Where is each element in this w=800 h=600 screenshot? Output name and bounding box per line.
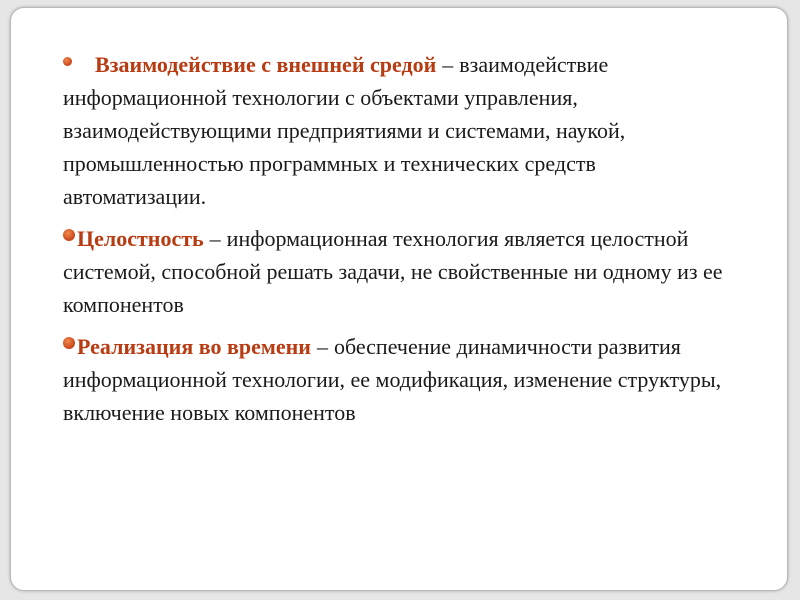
bullet-icon	[63, 52, 95, 72]
list-item	[63, 222, 743, 321]
item-text: обеспечение динамичности развития информационной технологии, ее модификация, изменение структуры, включение новых компонентов	[63, 334, 722, 425]
list-item	[63, 330, 743, 429]
item-dash: –	[442, 52, 454, 77]
slide-frame	[10, 7, 788, 591]
slide-content	[63, 48, 743, 429]
item-dash: –	[316, 334, 328, 359]
bullet-icon	[63, 334, 77, 354]
item-text: взаимодействие информационной технологии с объектами управления, взаимодействующими предприятиями и системами, наукой, промышленностью программных и технических средств автоматизации.	[63, 52, 626, 209]
item-dash: –	[209, 226, 221, 251]
item-text: информационная технология является целостной системой, способной решать задачи, не свойственные ни одному из ее компонентов	[63, 226, 723, 317]
bullet-icon	[63, 226, 77, 246]
list-item	[63, 48, 743, 213]
item-term: Взаимодействие с внешней средой	[95, 52, 437, 77]
item-term: Целостность	[77, 226, 204, 251]
item-term: Реализация во времени	[77, 334, 311, 359]
